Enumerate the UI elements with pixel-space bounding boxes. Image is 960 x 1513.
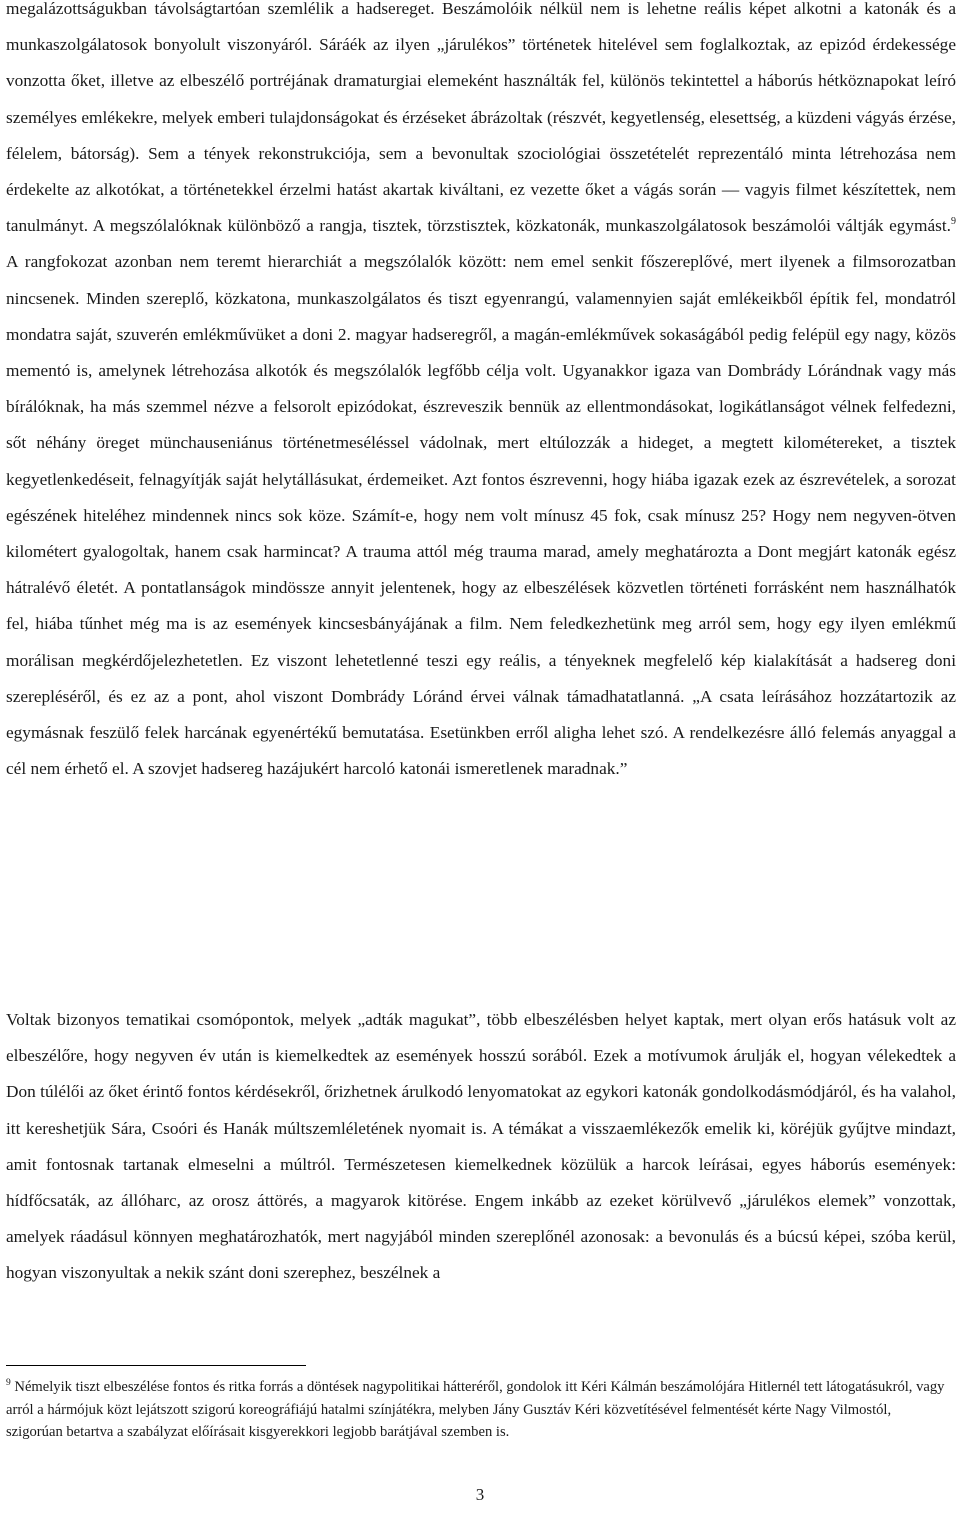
paragraph-text: Voltak bizonyos tematikai csomópontok, melyek „adták magukat”, több elbeszélésben helyet kaptak, mert olyan erős hatásuk volt az elbeszélőre, hogy negyven év után is kiemelkedtek az események hosszú sorából. Ezek a motívumok árulják el, hogyan vélekedtek a Don túlélői az őket érintő fontos kérdésekről, őrizhetnek árulkodó lenyomatokat az egykori katonák gondolkodásmódjáról, és ha valahol, itt kereshetjük Sára, Csoóri és Hanák múltszemléletének nyomait is. A témákat a visszaemlékezők emelik ki, köréjük gyűjtve mindazt, amit fontosnak tartanak elmeselni a múltról. Természetesen kiemelkednek közülük a harcok leírásai, egyes háborús események: hídfőcsaták, az állóharc, az orosz áttörés, a magyarok kitörése. Engem inkább az ezeket körülvevő „járulékos elemek” vonzottak, amelyek ráadásul könnyen meghatározhatók, mert nagyjából minden szereplőnél azonosak: a bevonulás és a búcsú képei, szóba kerül, hogyan viszonyultak a nekik szánt doni szerephez, beszélnek a: [6, 1010, 956, 1283]
footnote: [6, 1376, 946, 1444]
footnote-reference[interactable]: 9: [951, 216, 956, 228]
footnote-separator: [6, 1365, 306, 1366]
footnote-text: Némelyik tiszt elbeszélése fontos és ritka forrás a döntések nagypolitikai hátteréről, gondolok itt Kéri Kálmán beszámolójára Hitlernél tett látogatásukról, vagy arról a hármójuk közt lejátszott szigorú koreográfiájú hatalmi színjátékra, melyben Jány Gusztáv Kéri közvetítésével felmentését kérte Nagy Vilmostól, szigorúan betartva a szabályzat előírásait kisgyerekkori legjobb barátjával szemben is.: [6, 1379, 945, 1440]
body-paragraph: [6, 1002, 956, 1292]
body-paragraph: [6, 0, 956, 787]
paragraph-text: megalázottságukban távolságtartóan szemlélik a hadsereget. Beszámolóik nélkül nem is lehetne reális képet alkotni a katonák és a munkaszolgálatosok bonyolult viszonyáról. Sáráék az ilyen „járulékos” történetek hitelével sem foglalkoztak, az epizód érdekessége vonzotta őket, illetve az elbeszélő portréjának dramaturgiai elemeként használták fel, különös tekintettel a háborús hétköznapokat leíró személyes emlékekre, melyek emberi tulajdonságokat és érzéseket ábrázoltak (részvét, kegyetlenség, elesettség, a küzdeni vágyás érzése, félelem, bátorság). Sem a tények rekonstrukciója, sem a bevonultak szociológiai összetételét reprezentáló minta létrehozása nem érdekelte az alkotókat, a történetekkel érzelmi hatást akartak kiváltani, ez vezette őket a vágás során ― vagyis filmet készítettek, nem tanulmányt. A megszólalóknak különböző a rangja, tisztek, törzstisztek, közkatonák, munkaszolgálatosok beszámolói váltják egymást.: [6, 0, 956, 236]
page-number: 3: [475, 1485, 485, 1504]
footnote-number: 9: [6, 1378, 11, 1388]
paragraph-text-continued: A rangfokozat azonban nem teremt hierarchiát a megszólalók között: nem emel senkit főszereplővé, mert ilyenek a filmsorozatban nincsenek. Minden szereplő, közkatona, munkaszolgálatos és tiszt egyenrangú, valamennyien saját emlékeikből építik fel, mondatról mondatra saját, szuverén emlékművüket a doni 2. magyar hadseregről, a magán-emlékművek sokaságából pedig felépül egy nagy, közös mementó is, amelynek létrehozása alkotók és megszólalók legfőbb célja volt. Ugyanakkor igaza van Dombrády Lórándnak vagy más bírálóknak, ha más szemmel nézve a felsorolt epizódokat, észreveszik bennük az ellentmondásokat, logikátlanságot vélnek felfedezni, sőt néhány öreget münchauseniánus történetmeséléssel vádolnak, mert eltúlozzák a hideget, a megtett kilométereket, a tisztek kegyetlenkedéseit, felnagyítják saját helytállásukat, érdemeiket. Azt fontos észrevenni, hogy hiába igazak ezek az észrevételek, a sorozat egészének hiteléhez mindennek nincs sok köze. Számít-e, hogy nem volt mínusz 45 fok, csak mínusz 25? Hogy nem negyven-ötven kilométert gyalogoltak, hanem csak harmincat? A trauma attól még trauma marad, amely meghatározta a Dont megjárt katonák egész hátralévő életét. A pontatlanságok mindössze annyit jelentenek, hogy az elbeszélések közvetlen történeti forrásként nem használhatók fel, hiába tűnhet még ma is az események kincsesbányájának a film. Nem feledkezhetünk meg arról sem, hogy egy ilyen emlékmű morálisan megkérdőjelezhetetlen. Ez viszont lehetetlenné teszi egy reális, a tényeknek megfelelő kép kialakítását a hadsereg doni szerepléséről, és ez az a pont, ahol viszont Dombrády Lóránd érvei válnak támadhatatlanná. „A csata leírásához hozzátartozik az egymásnak feszülő felek harcának egyenértékű bemutatása. Esetünkben erről aligha lehet szó. A rendelkezésre álló felemás anyaggal a cél nem érhető el. A szovjet hadsereg hazájukért harcoló katonái ismeretlenek maradnak.”: [6, 252, 956, 779]
